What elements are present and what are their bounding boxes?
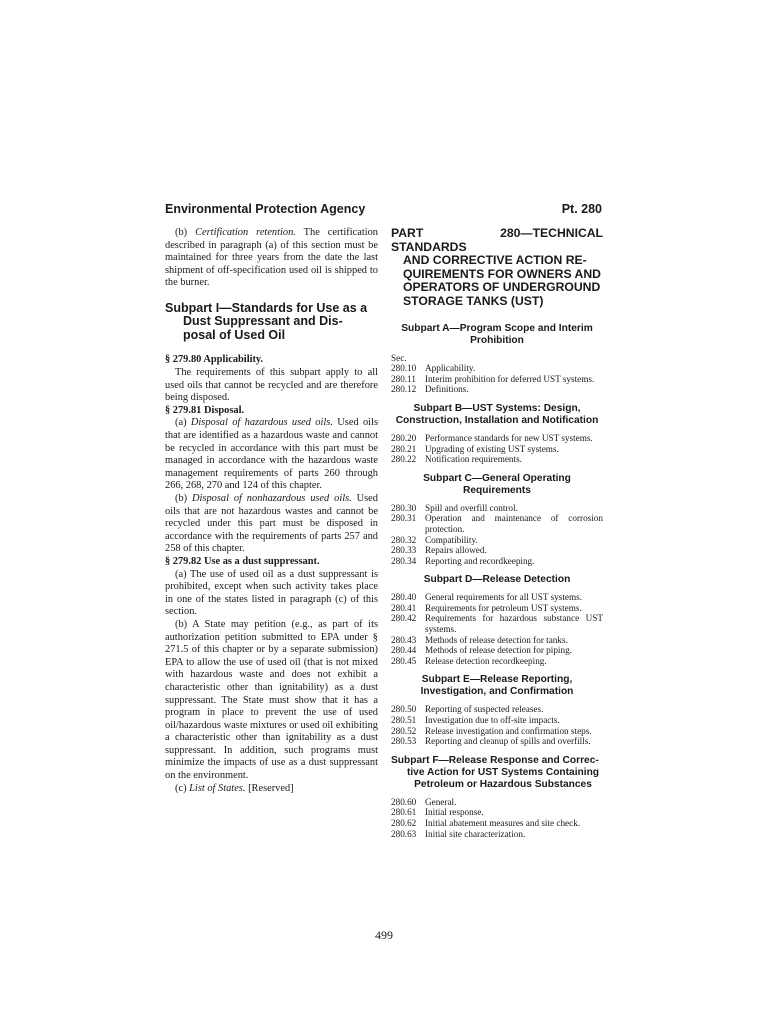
toc-section-number: 280.30 bbox=[391, 502, 417, 513]
right-column bbox=[391, 227, 603, 839]
toc-section-title: Definitions. bbox=[425, 384, 469, 395]
subpart-f-heading: Subpart F—Release Response and Correc- tive Action for UST Systems Containing Petroleum or Hazardous Substances bbox=[391, 754, 600, 790]
left-column bbox=[165, 227, 378, 795]
toc-section-number: 280.10 bbox=[391, 363, 417, 374]
toc-section-title: Reporting and cleanup of spills and overfills. bbox=[425, 736, 591, 747]
toc-entry bbox=[391, 807, 603, 818]
page-number: 499 bbox=[375, 928, 393, 942]
toc-section-number: 280.50 bbox=[391, 704, 417, 715]
toc-entry bbox=[391, 374, 603, 385]
subpart-c-toc bbox=[391, 503, 603, 567]
toc-section-title: Interim prohibition for deferred UST systems. bbox=[425, 373, 595, 384]
toc-section-number: 280.34 bbox=[391, 555, 417, 566]
toc-section-number: 280.32 bbox=[391, 534, 417, 545]
section-279-81-a: (a) Disposal of hazardous used oils. Used oils that are identified as a hazardous waste and cannot be recycled in accordance with this part must be managed in accordance with the hazardous waste management requirements of parts 260 through 266, 268, 270 and 124 of this chapter. bbox=[165, 417, 378, 492]
toc-entry bbox=[391, 592, 603, 603]
section-279-82-heading: § 279.82 Use as a dust suppressant. bbox=[165, 555, 320, 567]
toc-entry bbox=[391, 535, 603, 546]
toc-section-title: Requirements for hazardous substance UST systems. bbox=[425, 613, 603, 635]
toc-section-number: 280.63 bbox=[391, 828, 417, 839]
toc-section-number: 280.22 bbox=[391, 454, 417, 465]
toc-section-title: Methods of release detection for tanks. bbox=[425, 634, 568, 645]
part-280-title: PART 280—TECHNICAL STANDARDS AND CORRECTIVE ACTION RE- QUIREMENTS FOR OWNERS AND OPERATORS OF UNDERGROUND STORAGE TANKS (UST) bbox=[391, 226, 603, 308]
toc-entry bbox=[391, 513, 603, 534]
running-header-part: Pt. 280 bbox=[561, 202, 602, 216]
toc-section-title: Release investigation and confirmation steps. bbox=[425, 725, 592, 736]
section-279-82-b: (b) A State may petition (e.g., as part of its authorization petition submitted to EPA under § 271.5 of this chapter or by a separate submission) EPA to allow the use of used oil (that is not mixed with hazardous waste and does not exhibit a characteristic other than ignitability) as a dust suppressant. The State must show that it has a program in place to prevent the use of used oil/hazardous waste mixtures or used oil exhibiting a characteristic other than ignitability as a dust suppressant. In addition, such programs must minimize the impacts of use as a dust suppressant on the environment. bbox=[165, 618, 378, 782]
toc-section-number: 280.61 bbox=[391, 807, 417, 818]
toc-entry bbox=[391, 545, 603, 556]
toc-section-number: 280.52 bbox=[391, 725, 417, 736]
section-279-82-a: (a) The use of used oil as a dust suppressant is prohibited, except when such activity takes place in one of the states listed in paragraph (c) of this section. bbox=[165, 568, 378, 618]
toc-entry bbox=[391, 603, 603, 614]
toc-entry bbox=[391, 384, 603, 395]
toc-section-title: Reporting of suspected releases. bbox=[425, 704, 544, 715]
toc-entry bbox=[391, 715, 603, 726]
subpart-a-toc bbox=[391, 353, 603, 395]
toc-section-title: Methods of release detection for piping. bbox=[425, 645, 572, 656]
subpart-f-toc bbox=[391, 797, 603, 839]
toc-section-title: Spill and overfill control. bbox=[425, 502, 518, 513]
toc-section-number: 280.44 bbox=[391, 645, 417, 656]
section-279-81-heading: § 279.81 Disposal. bbox=[165, 404, 245, 416]
subpart-d-toc bbox=[391, 592, 603, 666]
section-279-81-b: (b) Disposal of nonhazardous used oils. Used oils that are not hazardous wastes and cannot be recycled under this part must be disposed in accordance with the requirements of parts 257 and 258 of this chapter. bbox=[165, 493, 378, 555]
toc-entry bbox=[391, 818, 603, 829]
section-279-82-c: (c) List of States. [Reserved] bbox=[175, 782, 294, 794]
toc-section-number: 280.11 bbox=[391, 373, 416, 384]
subpart-a-heading: Subpart A—Program Scope and Interim Prohibition bbox=[401, 322, 593, 346]
toc-entry bbox=[391, 726, 603, 737]
toc-section-title: Initial site characterization. bbox=[425, 828, 526, 839]
toc-entry bbox=[391, 556, 603, 567]
toc-entry bbox=[391, 613, 603, 634]
toc-section-title: General. bbox=[425, 796, 457, 807]
toc-entry bbox=[391, 704, 603, 715]
toc-section-number: 280.62 bbox=[391, 818, 417, 828]
subpart-b-toc bbox=[391, 433, 603, 465]
toc-section-number: 280.12 bbox=[391, 384, 417, 395]
certification-retention-paragraph: (b) Certification retention. The certification described in paragraph (a) of this section must be maintained for three years from the date the last shipment of off-specification used oil is shipped to the burner. bbox=[165, 227, 378, 289]
toc-section-title: Operation and maintenance of corrosion protection. bbox=[425, 513, 603, 534]
toc-section-number: 280.42 bbox=[391, 613, 417, 624]
toc-section-title: Release detection recordkeeping. bbox=[425, 655, 547, 666]
subpart-e-toc bbox=[391, 704, 603, 746]
section-279-80-text: The requirements of this subpart apply to all used oils that cannot be recycled and are therefore being disposed. bbox=[165, 367, 378, 404]
toc-entry bbox=[391, 503, 603, 514]
toc-entry bbox=[391, 656, 603, 667]
toc-entry bbox=[391, 444, 603, 455]
toc-entry bbox=[391, 363, 603, 374]
toc-section-title: Performance standards for new UST systems. bbox=[425, 432, 593, 443]
subpart-e-heading: Subpart E—Release Reporting, Investigation, and Confirmation bbox=[420, 674, 574, 698]
toc-section-title: Requirements for petroleum UST systems. bbox=[425, 602, 582, 613]
toc-section-title: Investigation due to off-site impacts. bbox=[425, 715, 560, 726]
toc-section-number: 280.41 bbox=[391, 602, 417, 613]
toc-entry bbox=[391, 635, 603, 646]
toc-entry bbox=[391, 829, 603, 840]
toc-section-title: Applicability. bbox=[425, 363, 476, 374]
toc-section-title: Initial response. bbox=[425, 807, 484, 818]
toc-section-title: Reporting and recordkeeping. bbox=[425, 555, 535, 566]
toc-section-title: Compatibility. bbox=[425, 534, 478, 545]
section-279-80-heading: § 279.80 Applicability. bbox=[165, 354, 264, 366]
toc-section-number: 280.51 bbox=[391, 715, 417, 726]
toc-section-title: Repairs allowed. bbox=[425, 545, 487, 556]
toc-section-number: 280.21 bbox=[391, 443, 417, 454]
toc-section-number: 280.40 bbox=[391, 592, 417, 603]
toc-section-number: 280.31 bbox=[391, 513, 417, 524]
toc-section-title: Upgrading of existing UST systems. bbox=[425, 443, 559, 454]
subpart-b-heading: Subpart B—UST Systems: Design, Construction, Installation and Notification bbox=[395, 402, 599, 426]
toc-section-title: Initial abatement measures and site check. bbox=[425, 818, 581, 828]
subpart-d-heading: Subpart D—Release Detection bbox=[423, 574, 571, 586]
toc-section-number: 280.43 bbox=[391, 634, 417, 645]
toc-section-number: 280.53 bbox=[391, 736, 417, 747]
subpart-c-heading: Subpart C—General Operating Requirements bbox=[423, 472, 571, 496]
toc-section-number: 280.20 bbox=[391, 432, 417, 443]
sec-label: Sec. bbox=[391, 352, 407, 363]
toc-section-number: 280.60 bbox=[391, 796, 417, 807]
toc-entry bbox=[391, 645, 603, 656]
toc-section-number: 280.33 bbox=[391, 545, 417, 556]
running-header-agency: Environmental Protection Agency bbox=[165, 202, 366, 216]
toc-section-title: General requirements for all UST systems. bbox=[425, 592, 582, 603]
toc-entry bbox=[391, 797, 603, 808]
toc-entry bbox=[391, 736, 603, 747]
subpart-i-heading: Subpart I—Standards for Use as a Dust Suppressant and Dis- posal of Used Oil bbox=[165, 300, 368, 342]
toc-entry bbox=[391, 454, 603, 465]
toc-section-number: 280.45 bbox=[391, 655, 417, 666]
toc-entry bbox=[391, 433, 603, 444]
toc-section-title: Notification requirements. bbox=[425, 454, 522, 465]
